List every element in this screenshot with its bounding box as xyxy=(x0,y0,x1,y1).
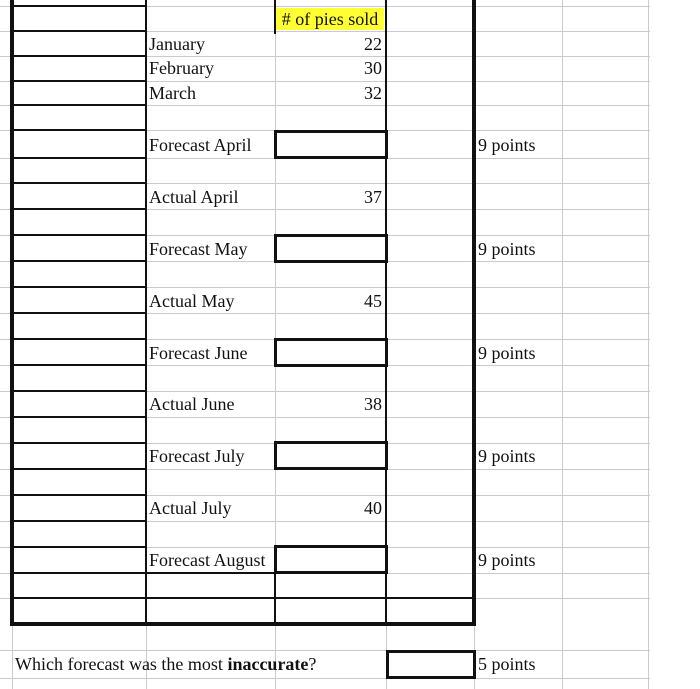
row-border xyxy=(12,338,146,340)
column-header: # of pies sold xyxy=(276,8,384,30)
row-label: Actual May xyxy=(149,291,235,311)
row-label: Forecast August xyxy=(149,550,266,570)
row-border xyxy=(12,260,146,262)
actual-value: 38 xyxy=(364,394,382,414)
row-label: Forecast May xyxy=(149,239,248,259)
table-border-bottom xyxy=(10,622,476,626)
table-border-right xyxy=(472,0,476,626)
value-column-border xyxy=(385,0,387,626)
row-border xyxy=(12,364,146,366)
row-border xyxy=(12,286,146,288)
points-label: 9 points xyxy=(478,239,536,259)
forecast-august-input[interactable] xyxy=(274,545,388,574)
month-label: January xyxy=(149,34,205,54)
month-label: March xyxy=(149,83,196,103)
question-suffix: ? xyxy=(308,654,317,674)
forecast-april-input[interactable] xyxy=(274,130,388,159)
row-border xyxy=(12,55,146,57)
blank-column-border xyxy=(274,573,276,626)
row-border xyxy=(12,129,146,131)
actual-value: 40 xyxy=(364,498,382,518)
month-value: 32 xyxy=(364,83,382,103)
row-border xyxy=(12,416,146,418)
row-border xyxy=(12,546,146,548)
actual-value: 37 xyxy=(364,187,382,207)
row-border xyxy=(12,104,146,106)
month-label: February xyxy=(149,58,214,78)
row-border xyxy=(12,30,146,32)
question-emphasis: inaccurate xyxy=(227,654,309,674)
forecast-may-input[interactable] xyxy=(274,234,388,263)
row-border xyxy=(12,80,146,82)
row-border xyxy=(12,520,146,522)
forecast-july-input[interactable] xyxy=(274,441,388,470)
points-label: 9 points xyxy=(478,550,536,570)
row-border xyxy=(12,234,146,236)
row-border xyxy=(12,572,146,574)
points-label: 5 points xyxy=(478,654,536,674)
question-prefix: Which forecast was the most xyxy=(15,654,228,674)
grid-line xyxy=(648,0,649,689)
actual-value: 45 xyxy=(364,291,382,311)
row-border xyxy=(12,494,146,496)
row-border xyxy=(146,597,474,599)
row-label: Actual June xyxy=(149,394,235,414)
row-border xyxy=(12,468,146,470)
row-label: Forecast April xyxy=(149,135,252,155)
row-label: Forecast June xyxy=(149,343,248,363)
grid-line xyxy=(0,678,650,679)
row-border xyxy=(12,442,146,444)
points-label: 9 points xyxy=(478,343,536,363)
row-label: Actual July xyxy=(149,498,232,518)
grid-line xyxy=(562,0,563,689)
row-border xyxy=(12,390,146,392)
month-value: 30 xyxy=(364,58,382,78)
row-border xyxy=(12,597,146,599)
row-label: Forecast July xyxy=(149,446,245,466)
row-border xyxy=(12,182,146,184)
row-label: Actual April xyxy=(149,187,239,207)
question-text xyxy=(15,653,316,675)
row-border xyxy=(12,157,146,159)
forecast-june-input[interactable] xyxy=(274,338,388,367)
row-border xyxy=(12,208,146,210)
row-border xyxy=(12,312,146,314)
inaccurate-forecast-input[interactable] xyxy=(386,650,476,679)
points-label: 9 points xyxy=(478,446,536,466)
points-label: 9 points xyxy=(478,135,536,155)
row-border xyxy=(146,572,276,574)
grid-line xyxy=(0,650,650,651)
month-value: 22 xyxy=(364,34,382,54)
row-border xyxy=(12,5,146,7)
